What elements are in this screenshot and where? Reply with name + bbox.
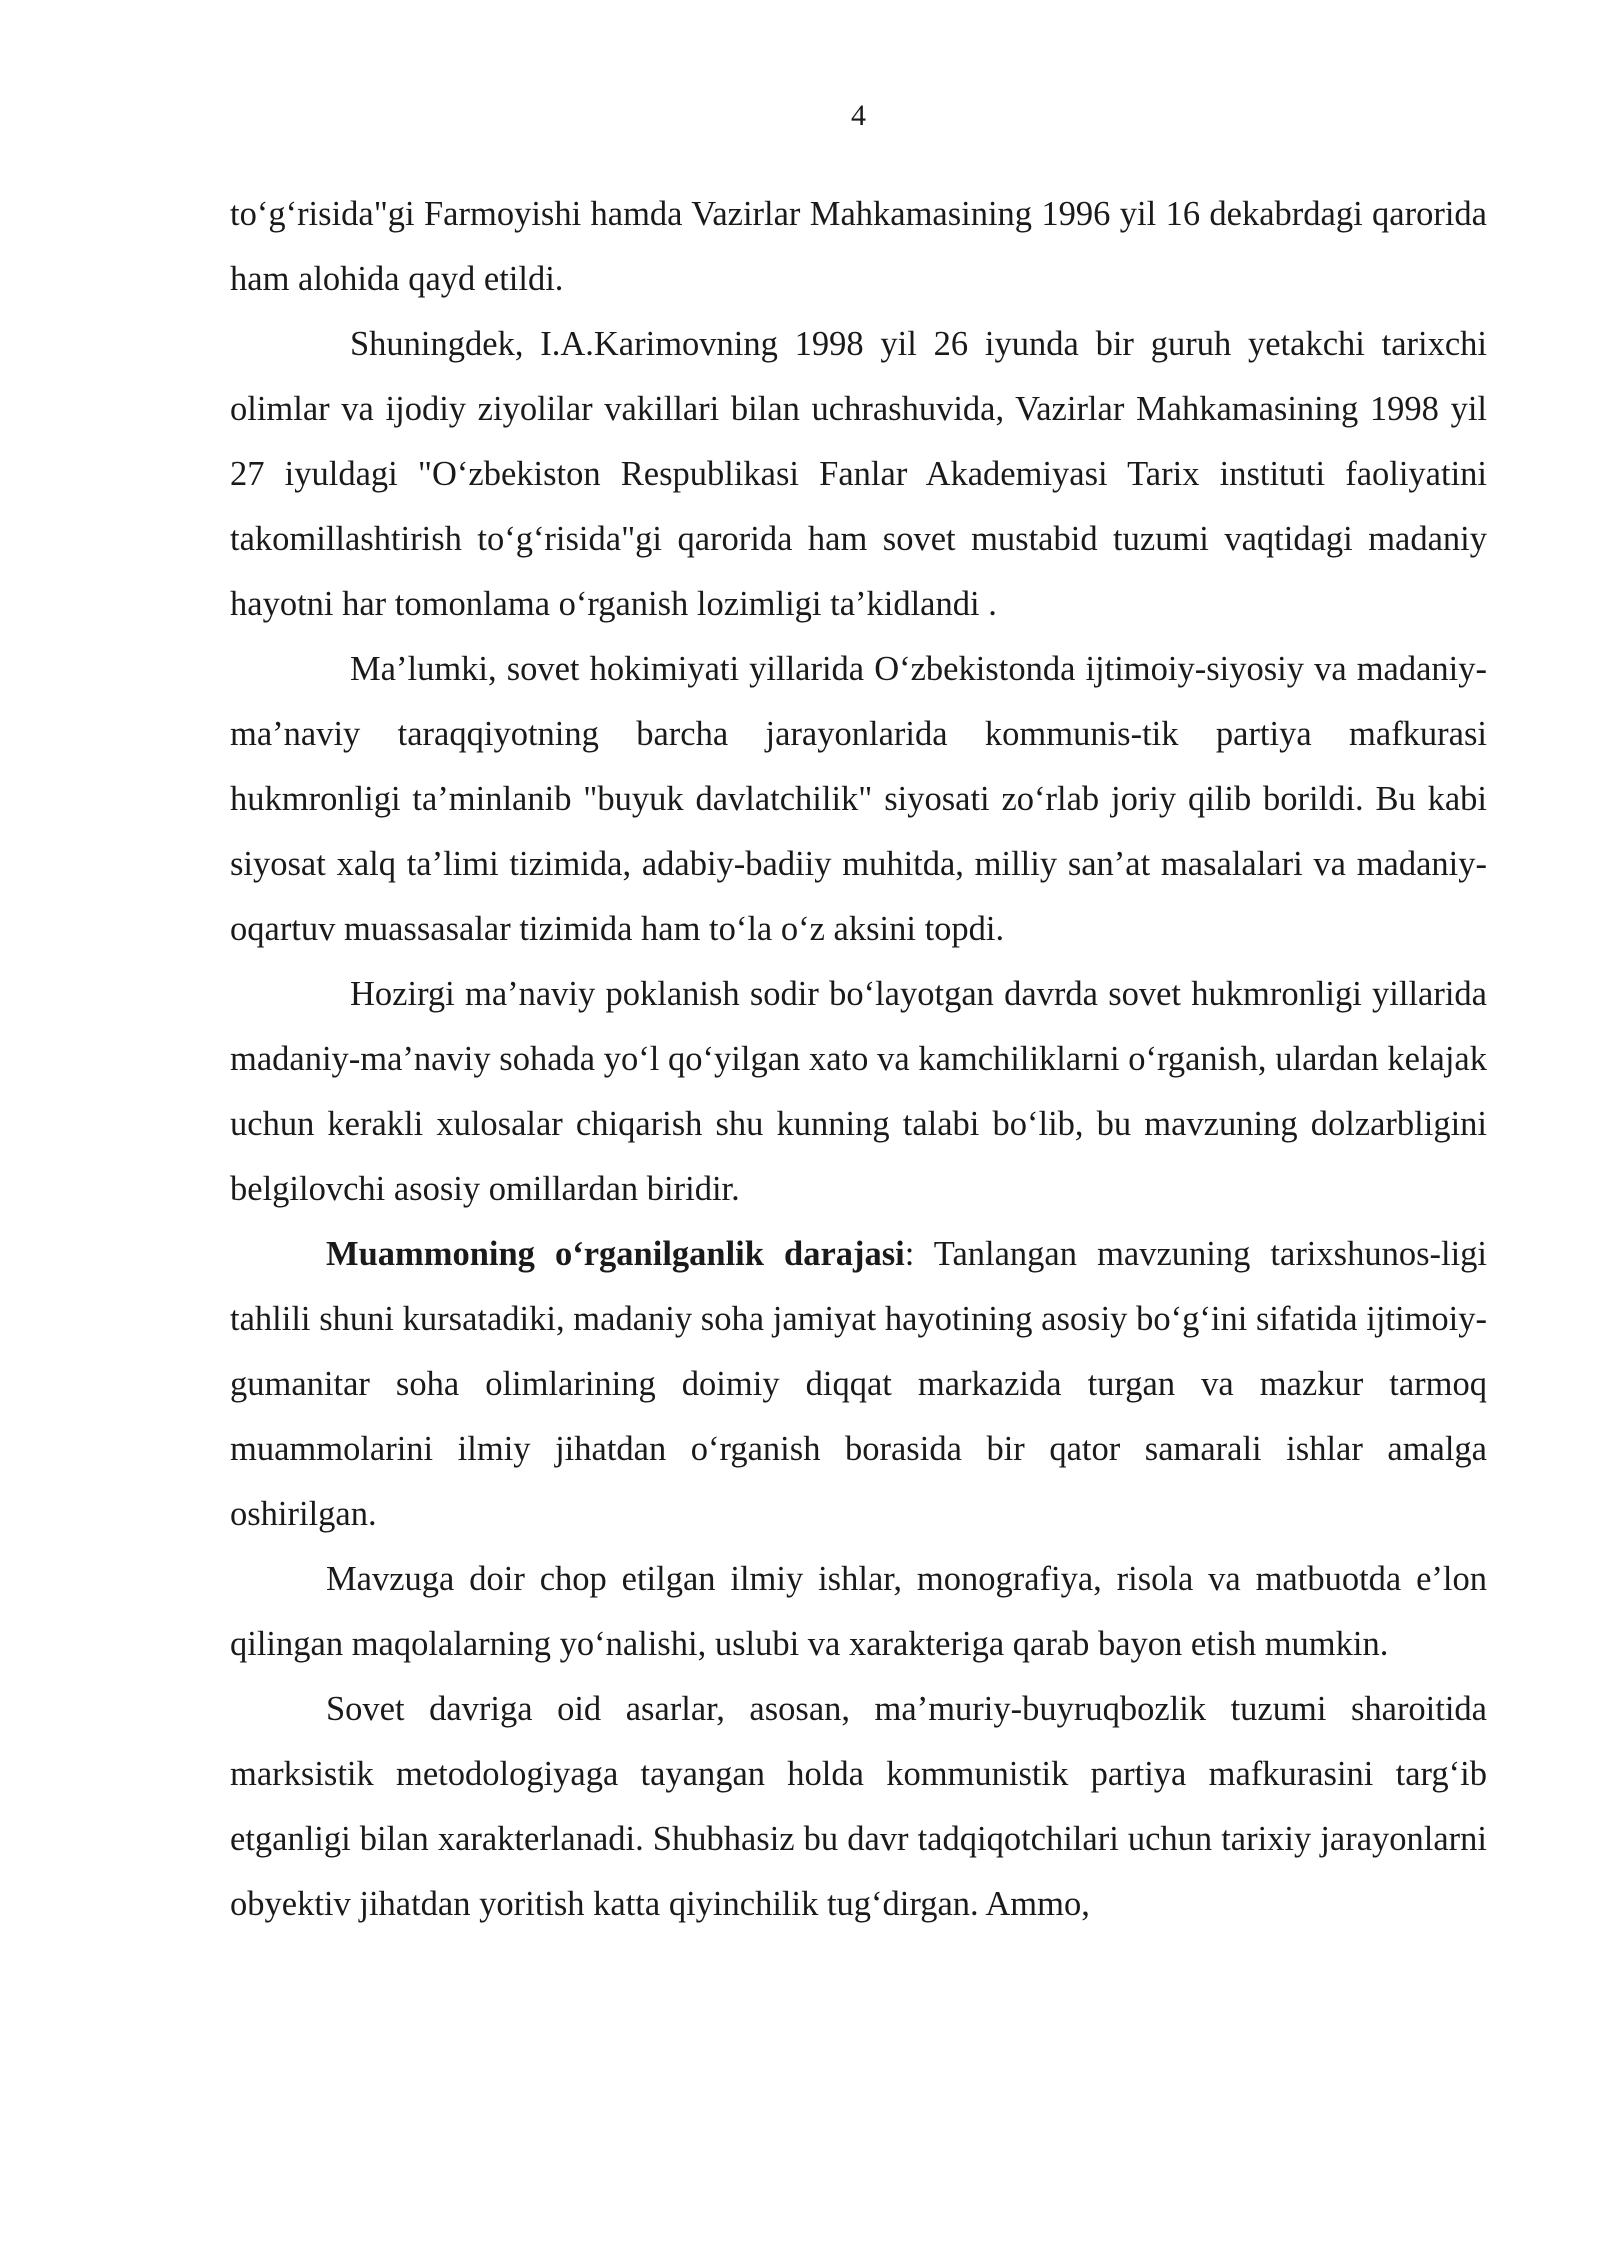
paragraph-research-degree <box>230 1222 1487 1547</box>
paragraph-soviet-works: Sovet davriga oid asarlar, asosan, ma’muriy-buyruqbozlik tuzumi sharoitida marksistik metodologiyaga tayangan holda kommunistik partiya mafkurasini targ‘ib etganligi bilan xarakterlanadi. Shubhasiz bu davr tadqiqotchilari uchun tarixiy jarayonlarni obyektiv jihatdan yoritish katta qiyinchilik tug‘dirgan. Ammo, <box>230 1690 1487 1923</box>
paragraph-karimov-meeting: Shuningdek, I.A.Karimovning 1998 yil 26 iyunda bir guruh yetakchi tarixchi olimlar va ijodiy ziyolilar vakillari bilan uchrashuvida, Vazirlar Mahkamasining 1998 yil 27 iyuldagi "O‘zbekiston Respublikasi Fanlar Akademiyasi Tarix instituti faoliyatini takomillashtirish to‘g‘risida"gi qarorida ham sovet mustabid tuzumi vaqtidagi madaniy hayotni har tomonlama o‘rganish lozimligi ta’kidlandi . <box>230 325 1487 623</box>
paragraph-soviet-ideology: Ma’lumki, sovet hokimiyati yillarida O‘zbekistonda ijtimoiy-siyosiy va madaniy-ma’naviy taraqqiyotning barcha jarayonlarida kommunis-tik partiya mafkurasi hukmronligi ta’minlanib "buyuk davlatchilik" siyosati zo‘rlab joriy qilib borildi. Bu kabi siyosat xalq ta’limi tizimida, adabiy-badiiy muhitda, milliy san’at masalalari va madaniy-oqartuv muassasalar tizimida ham to‘la o‘z aksini topdi. <box>230 650 1487 948</box>
section-heading-body: : Tanlangan mavzuning tarixshunos-ligi tahlili shuni kursatadiki, madaniy soha jamiyat hayotining asosiy bo‘g‘ini sifatida ijtimoiy-gumanitar soha olimlarining doimiy diqqat markazida turgan va mazkur tarmoq muammolarini ilmiy jihatdan o‘rganish borasida bir qator samarali ishlar amalga oshirilgan. <box>230 1235 1487 1533</box>
paragraph-continuation: to‘g‘risida"gi Farmoyishi hamda Vazirlar Mahkamasining 1996 yil 16 dekabrdagi qarorida ham alohida qayd etildi. <box>230 195 1487 298</box>
page-number: 4 <box>851 99 866 132</box>
section-heading: Muammoning o‘rganilganlik darajasi <box>326 1235 905 1273</box>
document-body <box>230 182 1487 1937</box>
paragraph-relevance: Hozirgi ma’naviy poklanish sodir bo‘layotgan davrda sovet hukmronligi yillarida madaniy-ma’naviy sohada yo‘l qo‘yilgan xato va kamchiliklarni o‘rganish, ulardan kelajak uchun kerakli xulosalar chiqarish shu kunning talabi bo‘lib, bu mavzuning dolzarbligini belgilovchi asosiy omillardan biridir. <box>230 975 1487 1208</box>
paragraph-publications: Mavzuga doir chop etilgan ilmiy ishlar, monografiya, risola va matbuotda e’lon qilingan maqolalarning yo‘nalishi, uslubi va xarakteriga qarab bayon etish mumkin. <box>230 1560 1487 1663</box>
